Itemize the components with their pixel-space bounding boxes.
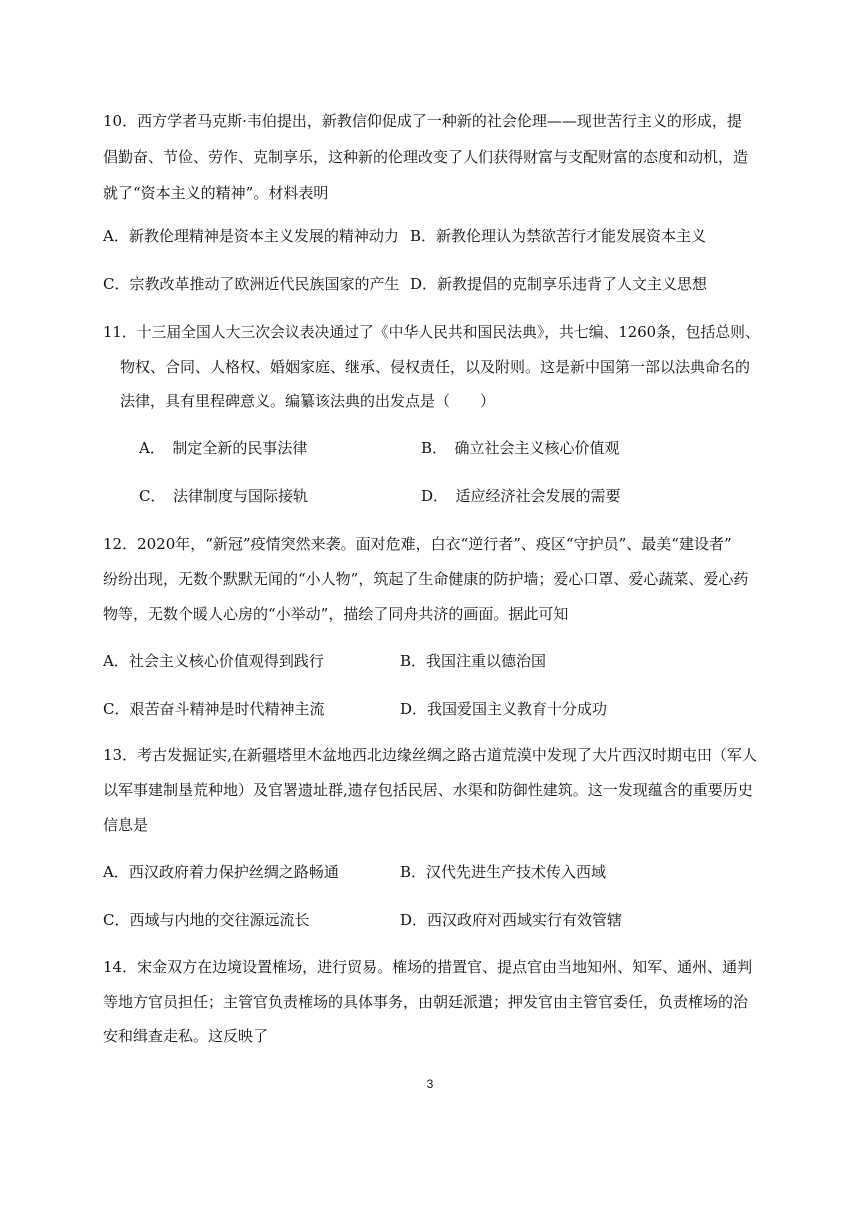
- question-12-option-d: D．我国爱国主义教育十分成功: [400, 700, 608, 718]
- question-12-stem-line-1: 12．2020年，“新冠”疫情突然来袭。面对危难，白衣“逆行者”、疫区“守护员”、最美“建设者”: [103, 535, 732, 553]
- question-12-option-b: B．我国注重以德治国: [400, 652, 547, 670]
- question-13-option-a: A．西汉政府着力保护丝绸之路畅通: [103, 863, 339, 881]
- question-11-stem-line-3: 法律，具有里程碑意义。编纂该法典的出发点是（ ）: [120, 392, 496, 410]
- question-11-option-c: C． 法律制度与国际接轨: [139, 487, 308, 505]
- question-10-option-a: A．新教伦理精神是资本主义发展的精神动力: [103, 227, 399, 245]
- question-11-option-a: A． 制定全新的民事法律: [139, 439, 308, 457]
- question-11-stem-line-2: 物权、合同、人格权、婚姻家庭、继承、侵权责任，以及附则。这是新中国第一部以法典命名的: [120, 358, 751, 376]
- question-11-stem-line-1: 11．十三届全国人大三次会议表决通过了《中华人民共和国民法典》，共七编、1260条，包括总则、: [103, 323, 760, 341]
- question-12-stem-line-3: 物等，无数个暖人心房的“小举动”，描绘了同舟共济的画面。据此可知: [103, 605, 569, 623]
- question-14-stem-line-1: 14．宋金双方在边境设置榷场，进行贸易。榷场的措置官、提点官由当地知州、知军、通州、通判: [103, 958, 753, 976]
- question-10-stem-line-1: 10．西方学者马克斯·韦伯提出，新教信仰促成了一种新的社会伦理——现世苦行主义的形成，提: [103, 112, 742, 130]
- page-number: 3: [426, 1077, 434, 1091]
- question-11-option-d: D． 适应经济社会发展的需要: [421, 487, 621, 505]
- question-13-option-b: B．汉代先进生产技术传入西域: [400, 863, 607, 881]
- question-12-stem-line-2: 纷纷出现，无数个默默无闻的“小人物”，筑起了生命健康的防护墙；爱心口罩、爱心蔬菜、爱心药: [103, 570, 749, 588]
- question-11-option-b: B． 确立社会主义核心价值观: [421, 439, 620, 457]
- question-14-stem-line-3: 安和缉查走私。这反映了: [103, 1027, 269, 1045]
- question-10-option-d: D．新教提倡的克制享乐违背了人文主义思想: [410, 275, 708, 293]
- question-12-option-a: A．社会主义核心价值观得到践行: [103, 652, 324, 670]
- question-13-stem-line-2: 以军事建制垦荒种地）及官署遗址群,遗存包括民居、水渠和防御性建筑。这一发现蕴含的重要历史: [103, 781, 753, 799]
- question-10-option-c: C．宗教改革推动了欧洲近代民族国家的产生: [103, 275, 400, 293]
- question-13-stem-line-1: 13．考古发掘证实,在新疆塔里木盆地西北边缘丝绸之路古道荒漠中发现了大片西汉时期屯田（军人: [103, 746, 757, 764]
- question-13-option-c: C．西域与内地的交往源远流长: [103, 911, 310, 929]
- question-10-stem-line-2: 倡勤奋、节俭、劳作、克制享乐，这种新的伦理改变了人们获得财富与支配财富的态度和动机，造: [103, 148, 749, 166]
- question-12-option-c: C．艰苦奋斗精神是时代精神主流: [103, 700, 325, 718]
- question-10-option-b: B．新教伦理认为禁欲苦行才能发展资本主义: [410, 227, 707, 245]
- question-10-stem-line-3: 就了“资本主义的精神”。材料表明: [103, 184, 329, 202]
- question-14-stem-line-2: 等地方官员担任；主管官负责榷场的具体事务，由朝廷派遣；押发官由主管官委任，负责榷场的治: [103, 993, 749, 1011]
- question-13-stem-line-3: 信息是: [103, 816, 149, 834]
- question-13-option-d: D．西汉政府对西域实行有效管辖: [400, 911, 623, 929]
